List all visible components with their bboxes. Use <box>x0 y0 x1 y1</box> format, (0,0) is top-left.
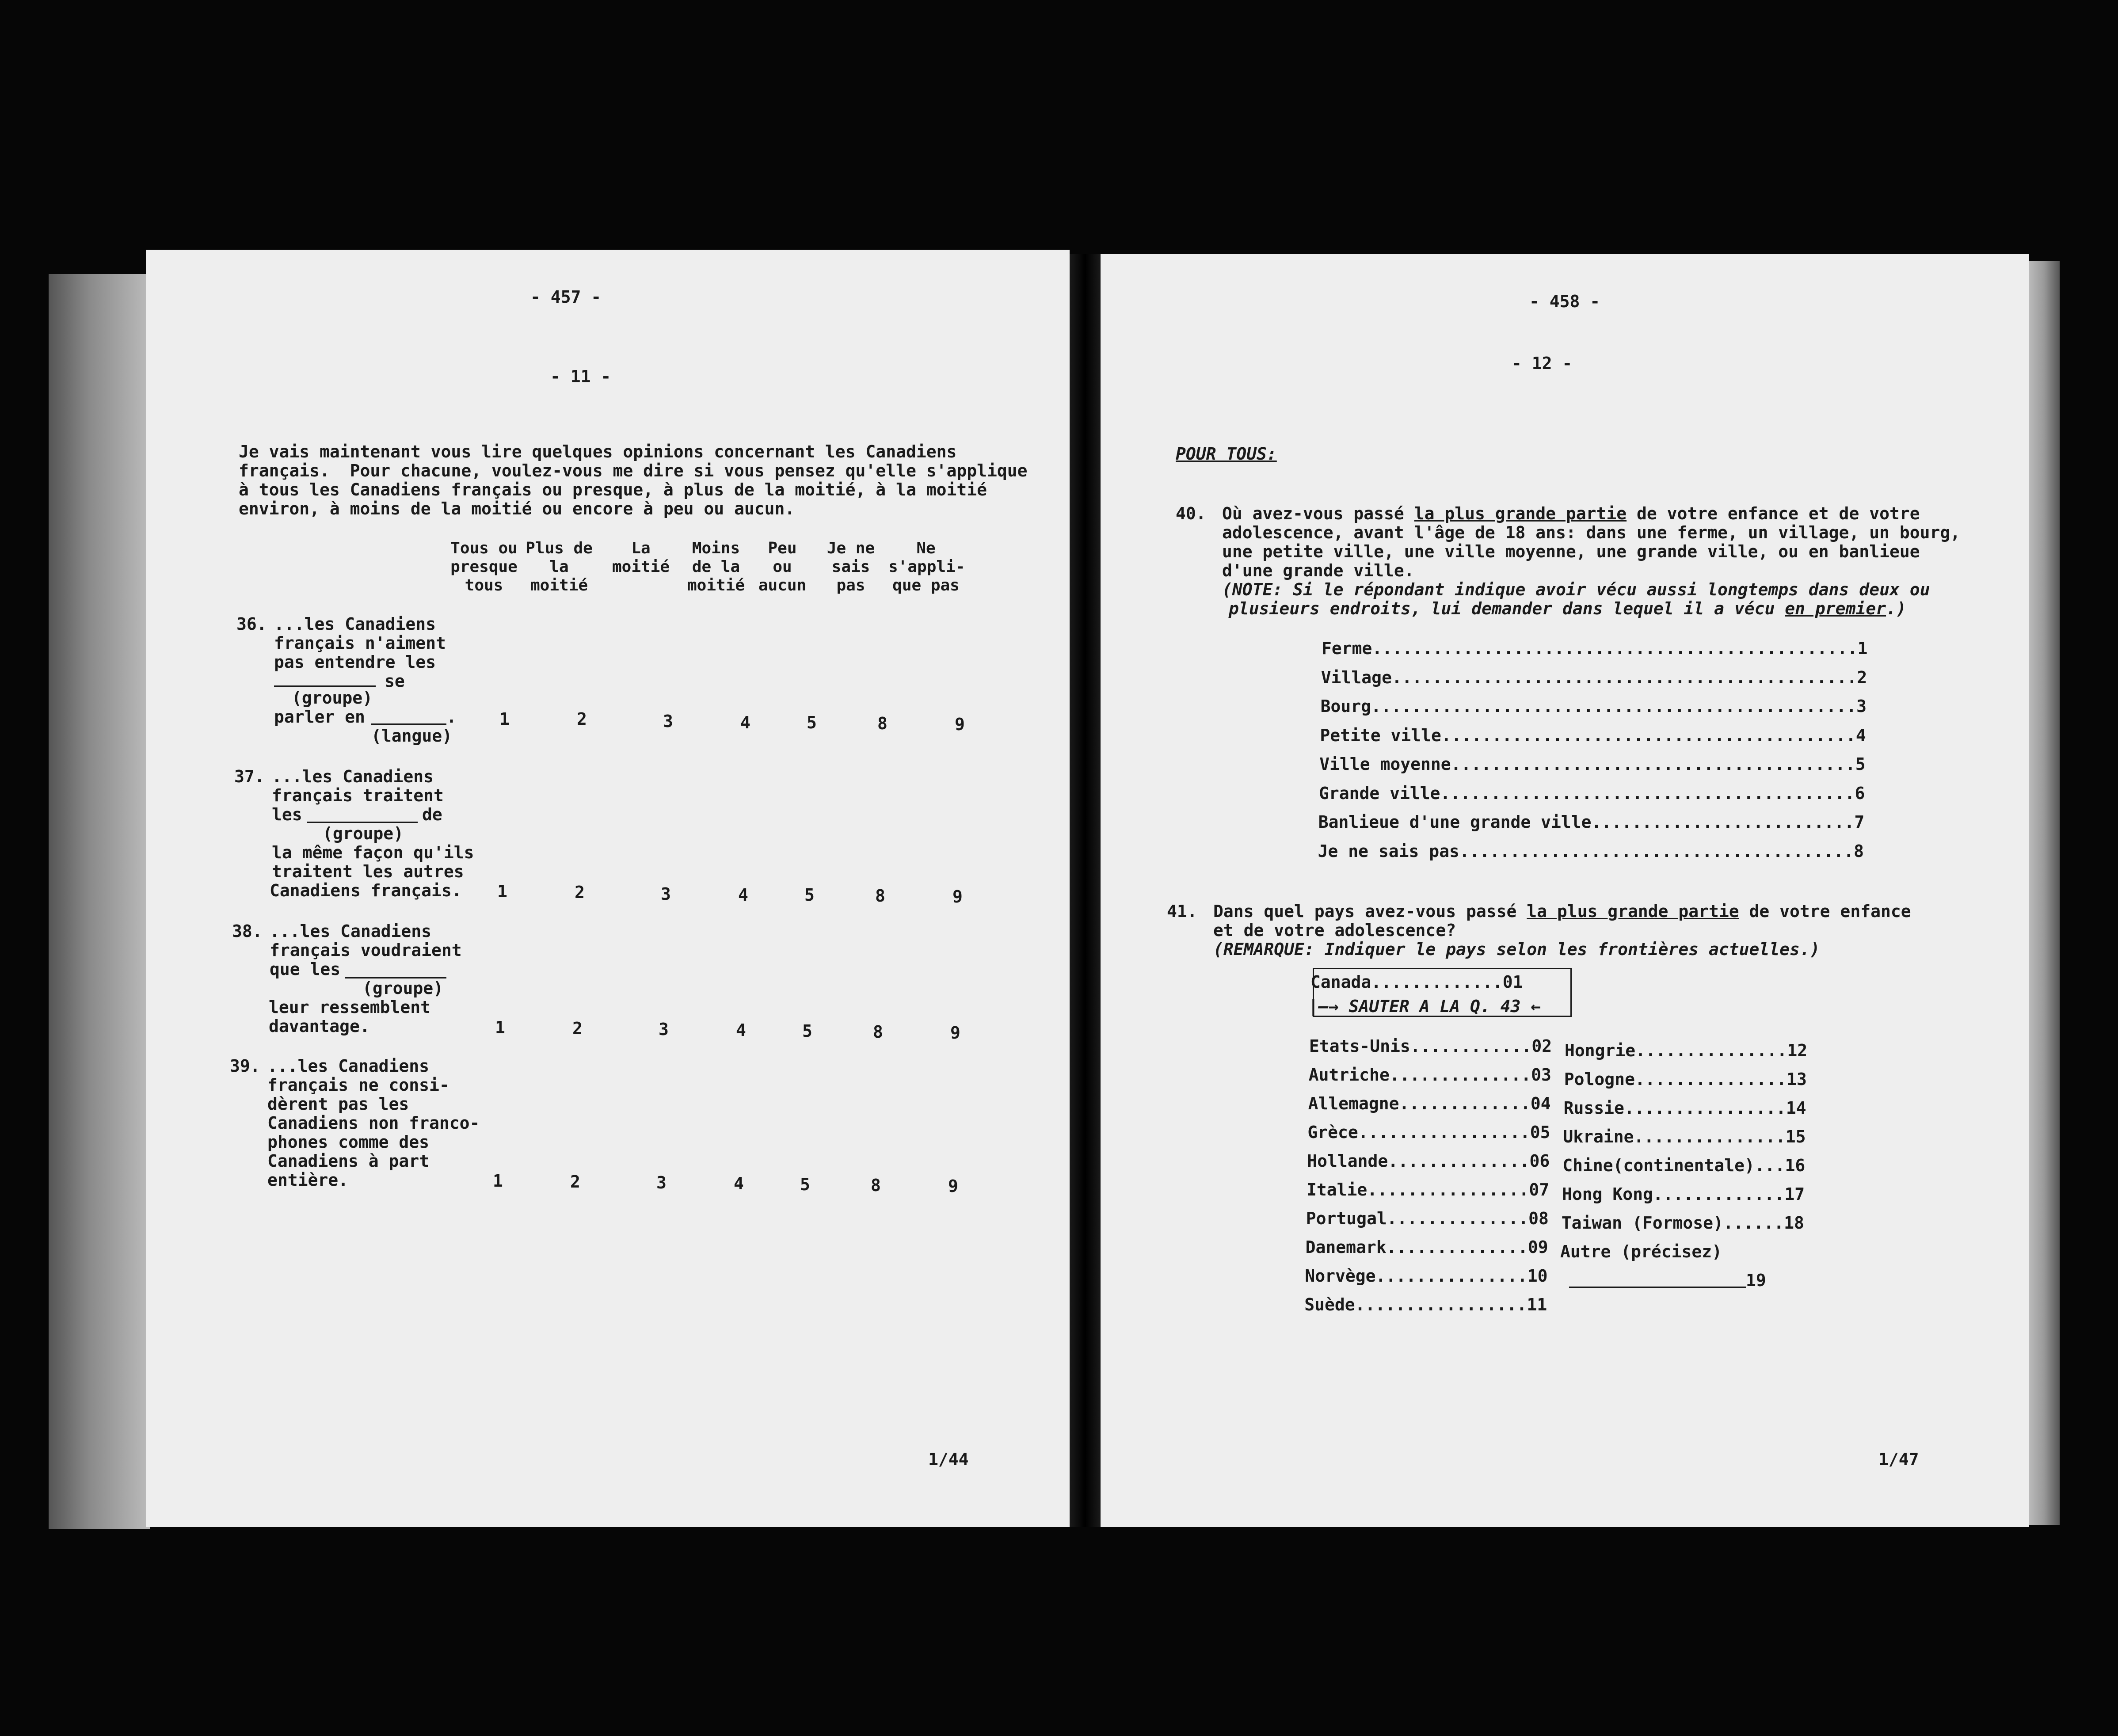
answer-code: 3 <box>663 712 673 731</box>
question-text: davantage. <box>269 1016 370 1036</box>
question-number: 41. <box>1167 902 1197 921</box>
answer-option: Banlieue d'une grande ville..........................7 <box>1318 812 1865 832</box>
question-text: Dans quel pays avez-vous passé la plus grande partie de votre enfance <box>1213 902 1911 921</box>
answer-code: 2 <box>570 1172 580 1192</box>
question-text: de <box>422 805 442 824</box>
blank-line <box>307 806 418 823</box>
question-number: 40. <box>1176 504 1206 523</box>
question-text: français voudraient <box>270 940 462 960</box>
answer-option: Ville moyenne........................................5 <box>1319 754 1866 774</box>
answer-code: 2 <box>577 709 587 729</box>
question-text: français n'aiment <box>274 633 446 653</box>
question-text: ...les Canadiens <box>270 921 432 941</box>
question-text: d'une grande ville. <box>1222 561 1414 580</box>
answer-option: Canada.............01 <box>1310 972 1523 992</box>
answer-option: Ferme................................................1 <box>1322 639 1868 658</box>
answer-option: Bourg................................................3 <box>1320 697 1867 716</box>
answer-code: 9 <box>955 715 965 734</box>
blank-hint: (groupe) <box>323 824 404 843</box>
answer-option: Petite ville.........................................4 <box>1320 725 1866 745</box>
left-page-edge <box>49 274 150 1529</box>
answer-code: 4 <box>740 713 750 732</box>
country-option: Suède.................11 <box>1304 1295 1547 1314</box>
country-option: Taiwan (Formose)......18 <box>1561 1213 1804 1233</box>
page-sub-number: - 11 - <box>550 367 611 386</box>
page-sub-number: - 12 - <box>1512 354 1573 373</box>
binding-gutter <box>1070 254 1101 1527</box>
country-option: Allemagne.............04 <box>1308 1094 1551 1113</box>
question-text: phones comme des <box>267 1132 430 1152</box>
answer-code: 5 <box>800 1175 810 1194</box>
answer-code: 8 <box>873 1022 883 1042</box>
other-code: 19 <box>1746 1271 1766 1290</box>
question-text: adolescence, avant l'âge de 18 ans: dans une ferme, un village, un bourg, <box>1222 523 1961 542</box>
column-header: La moitié <box>612 539 670 576</box>
country-option: Autriche..............03 <box>1308 1065 1551 1085</box>
answer-option: Grande ville.........................................6 <box>1319 783 1865 803</box>
country-option: Pologne...............13 <box>1564 1070 1807 1089</box>
answer-code: 1 <box>499 709 510 729</box>
question-text: une petite ville, une ville moyenne, une grande ville, ou en banlieue <box>1222 542 1920 561</box>
left-page <box>146 250 1070 1527</box>
answer-code: 5 <box>802 1021 812 1041</box>
question-number: 39. <box>230 1056 260 1076</box>
question-text: ...les Canadiens <box>272 767 434 786</box>
intro-line: français. Pour chacune, voulez-vous me dire si vous pensez qu'elle s'applique <box>239 461 1028 480</box>
interviewer-note: (NOTE: Si le répondant indique avoir vécu aussi longtemps dans deux ou <box>1222 580 1930 599</box>
page-footer: 1/44 <box>928 1450 969 1469</box>
answer-code: 4 <box>734 1174 744 1193</box>
answer-code: 9 <box>952 887 963 906</box>
question-text: pas entendre les <box>274 652 436 672</box>
intro-line: environ, à moins de la moitié ou encore à peu ou aucun. <box>239 499 795 518</box>
question-text: les <box>272 805 302 824</box>
question-text: ...les Canadiens <box>274 614 436 634</box>
country-option: Hong Kong.............17 <box>1562 1184 1805 1204</box>
blank-line <box>345 961 446 978</box>
question-text: Canadiens à part <box>267 1151 430 1171</box>
answer-code: 2 <box>572 1019 583 1038</box>
question-text: la même façon qu'ils <box>272 843 474 862</box>
other-label: Autre (précisez) <box>1560 1242 1722 1261</box>
answer-code: 1 <box>495 1018 505 1037</box>
question-text: dèrent pas les <box>267 1094 409 1114</box>
question-text: français traitent <box>272 786 444 805</box>
answer-code: 4 <box>738 885 748 905</box>
country-option: Portugal..............08 <box>1306 1209 1549 1228</box>
question-text: ...les Canadiens <box>267 1056 430 1076</box>
question-number: 38. <box>232 921 263 941</box>
answer-code: 4 <box>736 1020 746 1040</box>
answer-option: Village..............................................2 <box>1321 667 1867 687</box>
intro-line: Je vais maintenant vous lire quelques opinions concernant les Canadiens <box>239 442 957 461</box>
column-header: Je ne sais pas <box>827 539 875 594</box>
blank-hint: (groupe) <box>292 688 373 708</box>
answer-code: 8 <box>871 1176 881 1195</box>
interviewer-note: plusieurs endroits, lui demander dans lequel il a vécu en premier.) <box>1229 599 1906 618</box>
section-heading: POUR TOUS: <box>1176 444 1277 464</box>
blank-line <box>371 708 446 725</box>
column-header: Ne s'appli- que pas <box>888 539 965 594</box>
answer-code: 3 <box>659 1020 669 1039</box>
question-text: traitent les autres <box>272 862 464 881</box>
question-text: que les <box>270 959 341 979</box>
right-page <box>1101 254 2029 1527</box>
answer-code: 9 <box>950 1023 960 1043</box>
question-text: se <box>385 671 405 691</box>
answer-code: 8 <box>877 714 888 733</box>
blank-line <box>274 670 376 687</box>
question-text: entière. <box>267 1170 349 1190</box>
question-text: Canadiens non franco- <box>267 1113 480 1133</box>
column-header: Tous ou presque tous <box>450 539 518 594</box>
question-number: 37. <box>234 767 265 786</box>
answer-code: 9 <box>948 1176 958 1196</box>
question-text: français ne consi- <box>267 1075 450 1095</box>
country-option: Ukraine...............15 <box>1563 1127 1806 1146</box>
question-text: Canadiens français. <box>270 881 462 900</box>
question-text: leur ressemblent <box>269 997 431 1017</box>
answer-code: 5 <box>807 713 817 732</box>
interviewer-note: (REMARQUE: Indiquer le pays selon les frontières actuelles.) <box>1213 940 1820 959</box>
question-text: parler en <box>274 707 365 727</box>
answer-option: Je ne sais pas.......................................8 <box>1318 841 1864 861</box>
intro-line: à tous les Canadiens français ou presque, à plus de la moitié, à la moitié <box>239 480 987 499</box>
country-option: Italie................07 <box>1307 1180 1550 1199</box>
blank-hint: (langue) <box>371 726 453 746</box>
page-number: - 458 - <box>1529 292 1600 311</box>
country-option: Chine(continentale)...16 <box>1562 1156 1806 1175</box>
period: . <box>446 707 457 727</box>
answer-code: 3 <box>656 1173 667 1192</box>
answer-code: 2 <box>575 883 585 902</box>
blank-hint: (groupe) <box>362 978 444 998</box>
column-header: Moins de la moitié <box>687 539 745 594</box>
answer-code: 1 <box>493 1171 503 1191</box>
answer-code: 5 <box>804 885 815 905</box>
column-header: Plus de la moitié <box>526 539 593 594</box>
page-number: - 457 - <box>530 287 602 307</box>
question-text: Où avez-vous passé la plus grande partie de votre enfance et de votre <box>1222 504 1920 523</box>
country-option: Hollande..............06 <box>1307 1151 1550 1171</box>
country-option: Hongrie...............12 <box>1565 1041 1808 1060</box>
answer-code: 3 <box>661 884 671 904</box>
other-blank-line <box>1569 1271 1746 1288</box>
page-footer: 1/47 <box>1878 1450 1919 1469</box>
country-option: Etats-Unis............02 <box>1309 1036 1552 1056</box>
country-option: Danemark..............09 <box>1305 1237 1548 1257</box>
question-text: et de votre adolescence? <box>1213 921 1456 940</box>
country-option: Russie................14 <box>1563 1098 1806 1118</box>
skip-instruction: |—→ SAUTER A LA Q. 43 ← <box>1308 997 1541 1016</box>
answer-code: 8 <box>875 886 885 906</box>
country-option: Norvège...............10 <box>1305 1266 1548 1286</box>
column-header: Peu ou aucun <box>758 539 807 594</box>
country-option: Grèce.................05 <box>1307 1123 1550 1142</box>
answer-code: 1 <box>497 882 507 901</box>
question-number: 36. <box>236 614 267 634</box>
